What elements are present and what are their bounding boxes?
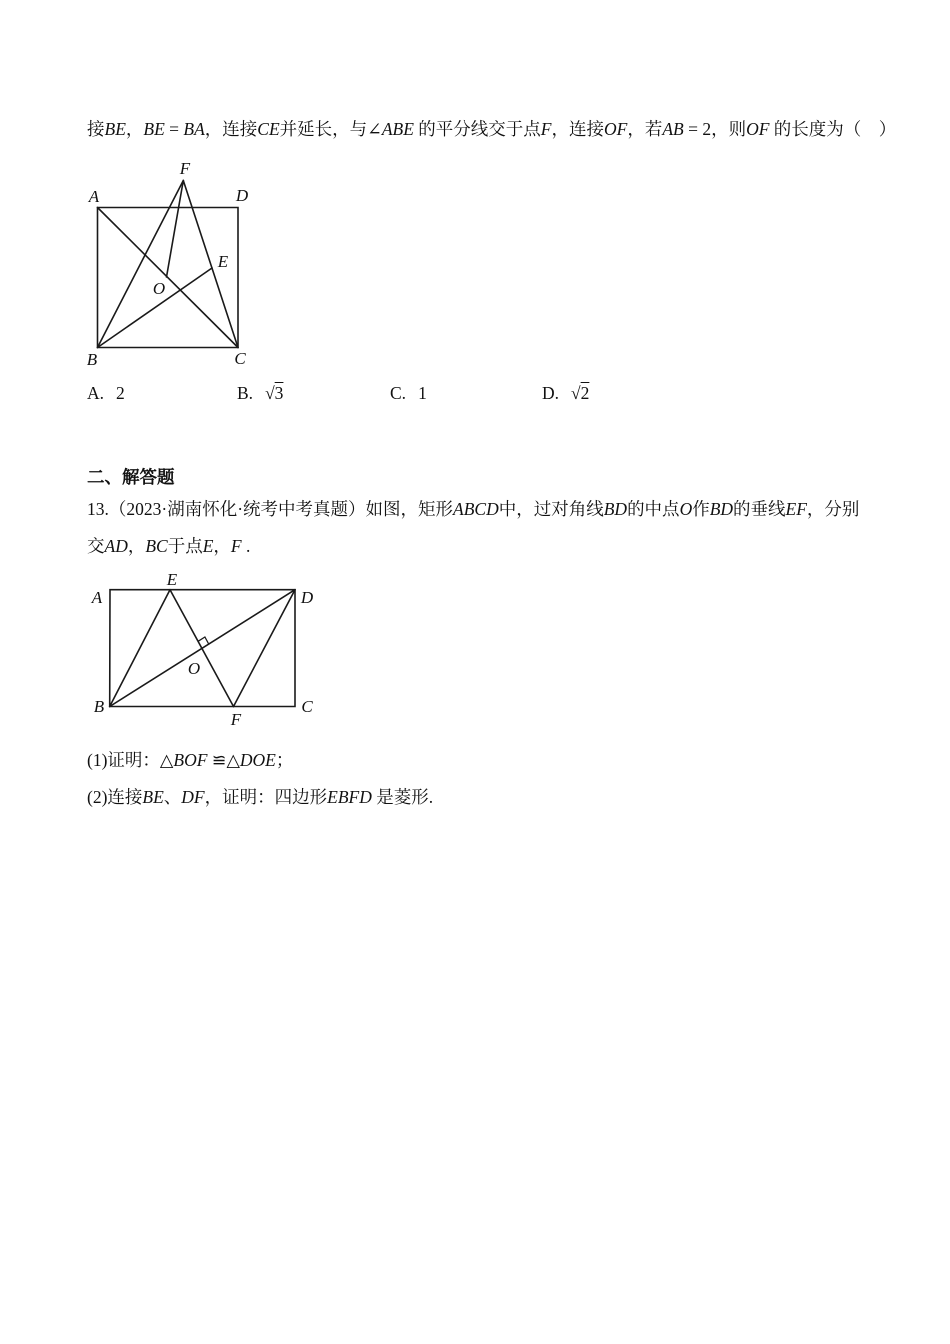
question12-stem: 接BE，BE = BA，连接CE并延长，与∠ABE 的平分线交于点F，连接OF，若AB = 2，则OF 的长度为（ ） — [87, 119, 897, 139]
option-b-label: B. — [237, 383, 254, 403]
question13-part1: (1)证明：△BOF ≌△DOE； — [87, 750, 294, 770]
option-a-label: A. — [87, 383, 105, 403]
segment-ef — [170, 590, 234, 707]
figure2-lines — [110, 590, 295, 707]
vertex-label-c: C — [234, 349, 246, 368]
option-a-value: 2 — [116, 383, 125, 403]
segment-ac — [98, 208, 239, 348]
option-d-value — [571, 383, 589, 403]
segment-fc — [183, 181, 238, 348]
option-c — [390, 383, 427, 404]
option-b — [237, 383, 283, 404]
segment-fo — [167, 181, 184, 278]
vertex-label-a: A — [91, 588, 103, 607]
option-a — [87, 383, 125, 404]
option-d — [542, 383, 589, 404]
vertex-label-d: D — [235, 186, 249, 205]
option-c-label: C. — [390, 383, 407, 403]
segment-be — [110, 590, 170, 707]
option-d-label: D. — [542, 383, 560, 403]
sqrt-expression: √3 — [265, 383, 284, 403]
vertex-label-b: B — [93, 697, 105, 716]
vertex-label-c: C — [301, 697, 313, 716]
vertex-label-a: A — [88, 187, 100, 206]
question13-part2: (2)连接BE、DF，证明：四边形EBFD 是菱形. — [87, 787, 434, 807]
segment-bf — [98, 181, 184, 348]
segment-df — [234, 590, 296, 707]
sqrt-expression: √2 — [571, 383, 590, 403]
vertex-label-f: F — [179, 159, 191, 178]
option-b-value — [265, 383, 283, 403]
vertex-label-e: E — [217, 252, 229, 271]
question13-line1: 13.（2023·湖南怀化·统考中考真题）如图，矩形ABCD中，过对角线BD的中点O作BD的垂线EF，分别 — [87, 499, 860, 519]
question13-line2: 交AD，BC于点E，F . — [87, 536, 251, 556]
section-header: 二、解答题 — [87, 467, 175, 487]
vertex-label-o: O — [152, 279, 166, 298]
figure-square-abcd — [75, 153, 265, 375]
vertex-label-e: E — [166, 570, 178, 589]
figure-rectangle-abcd — [85, 563, 325, 735]
option-c-value: 1 — [418, 383, 427, 403]
vertex-label-o: O — [187, 659, 201, 678]
vertex-label-f: F — [230, 710, 242, 729]
vertex-label-b: B — [86, 350, 98, 369]
vertex-label-d: D — [300, 588, 314, 607]
